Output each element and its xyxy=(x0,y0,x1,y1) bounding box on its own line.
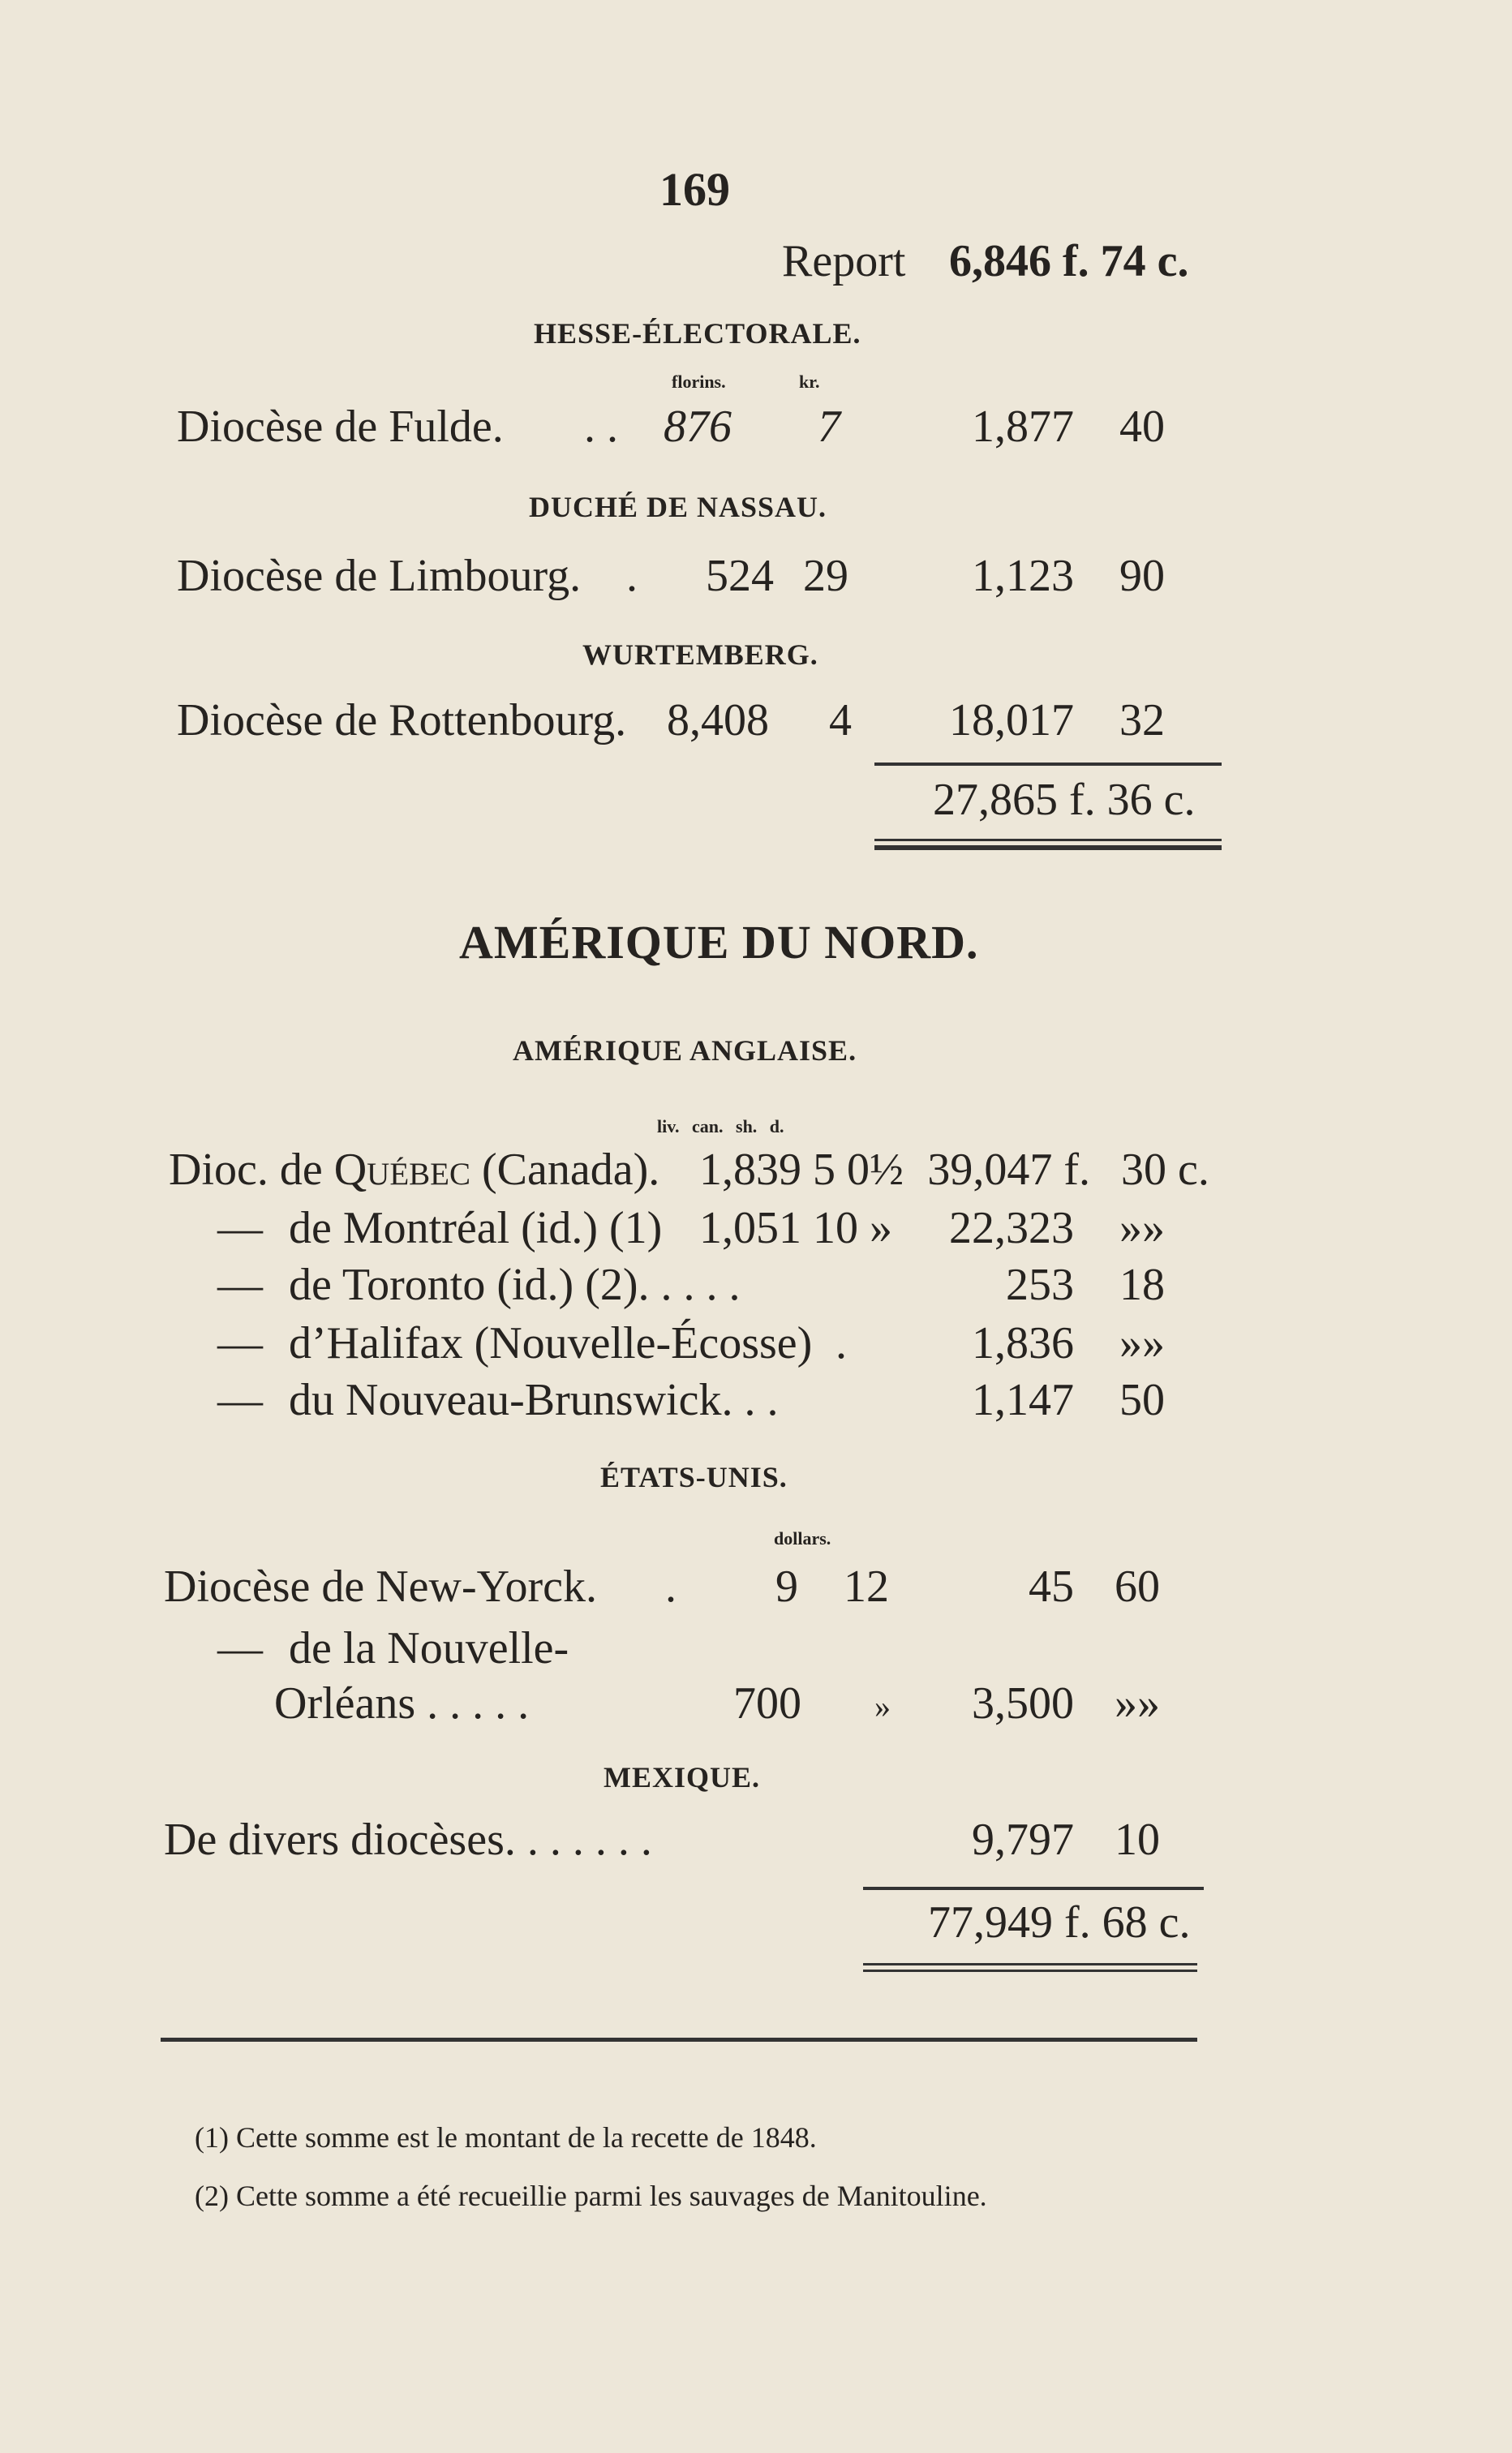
row-rottenbourg-local-sub: 4 xyxy=(829,695,852,745)
row-brunswick-dash: — xyxy=(217,1375,263,1425)
row-newyork-local-sub: 12 xyxy=(844,1562,889,1612)
double-rule-america-bottom xyxy=(863,1970,1197,1972)
row-halifax-cents: »» xyxy=(1119,1318,1165,1368)
report-label: Report xyxy=(782,236,906,286)
row-newyork-cents: 60 xyxy=(1115,1562,1160,1612)
row-neworleans-local: 700 xyxy=(733,1678,801,1729)
row-newyork-local: 9 xyxy=(775,1562,798,1612)
footnote-2-text: Cette somme a été recueillie parmi les sauvages de Manitouline. xyxy=(235,2180,987,2212)
row-montreal-local: 1,051 10 » xyxy=(699,1203,892,1253)
footnote-2-mark: (2) xyxy=(195,2180,229,2212)
row-newyork-dots: . xyxy=(665,1562,677,1612)
row-montreal-cents: »» xyxy=(1119,1203,1165,1253)
row-quebec-cents: 30 c. xyxy=(1121,1145,1209,1195)
row-montreal-dash: — xyxy=(217,1203,263,1253)
row-rottenbourg-local: 8,408 xyxy=(667,695,769,745)
total-america: 77,949 f. 68 c. xyxy=(928,1897,1191,1948)
section-title-north-america: AMÉRIQUE DU NORD. xyxy=(459,916,979,969)
subtotal-rule-america xyxy=(863,1887,1204,1890)
footnote-1-mark: (1) xyxy=(195,2121,229,2154)
row-halifax-dot: . xyxy=(835,1318,847,1368)
report-amount: 6,846 f. 74 c. xyxy=(949,236,1189,286)
row-toronto-cents: 18 xyxy=(1119,1260,1165,1310)
row-neworleans-cents: »» xyxy=(1115,1678,1160,1729)
heading-hesse: HESSE-ÉLECTORALE. xyxy=(534,317,861,350)
row-neworleans-francs: 3,500 xyxy=(972,1678,1074,1729)
footnote-separator xyxy=(161,2038,1197,2042)
row-neworleans-label-2: Orléans . . . . . xyxy=(274,1678,530,1729)
row-neworleans-local-sub: » xyxy=(874,1688,891,1725)
row-fulde-local: 876 xyxy=(664,402,732,452)
row-montreal-francs: 22,323 xyxy=(949,1203,1074,1253)
row-rottenbourg-label: Diocèse de Rottenbourg. xyxy=(177,695,627,745)
row-halifax-label: d’Halifax (Nouvelle-Écosse) xyxy=(289,1318,813,1368)
row-fulde-francs: 1,877 xyxy=(972,402,1074,452)
row-quebec-label xyxy=(169,1145,660,1195)
unit-kr: kr. xyxy=(799,372,820,392)
footnote-1-text: Cette somme est le montant de la recette de 1848. xyxy=(235,2121,817,2154)
row-brunswick-label: du Nouveau-Brunswick. . . xyxy=(289,1375,779,1425)
row-toronto-francs: 253 xyxy=(1006,1260,1074,1310)
row-mexico-cents: 10 xyxy=(1115,1815,1160,1865)
double-rule-europe-top xyxy=(874,839,1222,841)
footnote-2 xyxy=(195,2179,987,2213)
row-limbourg-cents: 90 xyxy=(1119,551,1165,601)
row-neworleans-label-1: de la Nouvelle- xyxy=(289,1623,569,1673)
row-halifax-dash: — xyxy=(217,1318,263,1368)
row-rottenbourg-cents: 32 xyxy=(1119,695,1165,745)
row-newyork-label: Diocèse de New-Yorck. xyxy=(164,1562,597,1612)
heading-wurtemberg: WURTEMBERG. xyxy=(582,638,818,671)
row-quebec-city: Québec xyxy=(333,1145,470,1195)
row-quebec-suffix: (Canada). xyxy=(482,1145,660,1195)
row-limbourg-francs: 1,123 xyxy=(972,551,1074,601)
heading-mexico: MEXIQUE. xyxy=(604,1761,761,1794)
row-brunswick-cents: 50 xyxy=(1119,1375,1165,1425)
row-limbourg-label: Diocèse de Limbourg. xyxy=(177,551,582,601)
row-quebec-local: 1,839 5 0½ xyxy=(699,1145,904,1195)
row-brunswick-francs: 1,147 xyxy=(972,1375,1074,1425)
row-limbourg-local-sub: 29 xyxy=(803,551,848,601)
row-limbourg-local: 524 xyxy=(706,551,774,601)
row-rottenbourg-francs: 18,017 xyxy=(949,695,1074,745)
row-toronto-dash: — xyxy=(217,1260,263,1310)
row-newyork-francs: 45 xyxy=(1029,1562,1074,1612)
row-fulde-dots: . . xyxy=(584,402,618,452)
row-mexico-label: De divers diocèses. . . . . . . xyxy=(164,1815,652,1865)
row-fulde-cents: 40 xyxy=(1119,402,1165,452)
unit-dollars: dollars. xyxy=(774,1528,831,1549)
total-europe: 27,865 f. 36 c. xyxy=(933,775,1196,825)
row-neworleans-dash: — xyxy=(217,1623,263,1673)
unit-british: liv. can. sh. d. xyxy=(657,1116,784,1136)
heading-british-america: AMÉRIQUE ANGLAISE. xyxy=(513,1034,857,1067)
row-fulde-local-sub: 7 xyxy=(818,402,840,452)
row-toronto-label: de Toronto (id.) (2). . . . . xyxy=(289,1260,741,1310)
row-fulde-label: Diocèse de Fulde. xyxy=(177,402,504,452)
unit-florins: florins. xyxy=(672,372,726,392)
row-quebec-francs: 39,047 f. xyxy=(927,1145,1090,1195)
row-mexico-francs: 9,797 xyxy=(972,1815,1074,1865)
row-halifax-francs: 1,836 xyxy=(972,1318,1074,1368)
heading-usa: ÉTATS-UNIS. xyxy=(600,1461,788,1493)
row-montreal-label: de Montréal (id.) (1) xyxy=(289,1203,663,1253)
double-rule-america-top xyxy=(863,1963,1197,1965)
subtotal-rule-europe xyxy=(874,763,1222,766)
double-rule-europe-bottom xyxy=(874,845,1222,850)
footnote-1 xyxy=(195,2120,817,2154)
page-number: 169 xyxy=(659,163,730,216)
heading-nassau: DUCHÉ DE NASSAU. xyxy=(529,491,827,523)
row-limbourg-dots: . xyxy=(626,551,638,601)
row-quebec-prefix: Dioc. de xyxy=(169,1145,323,1195)
